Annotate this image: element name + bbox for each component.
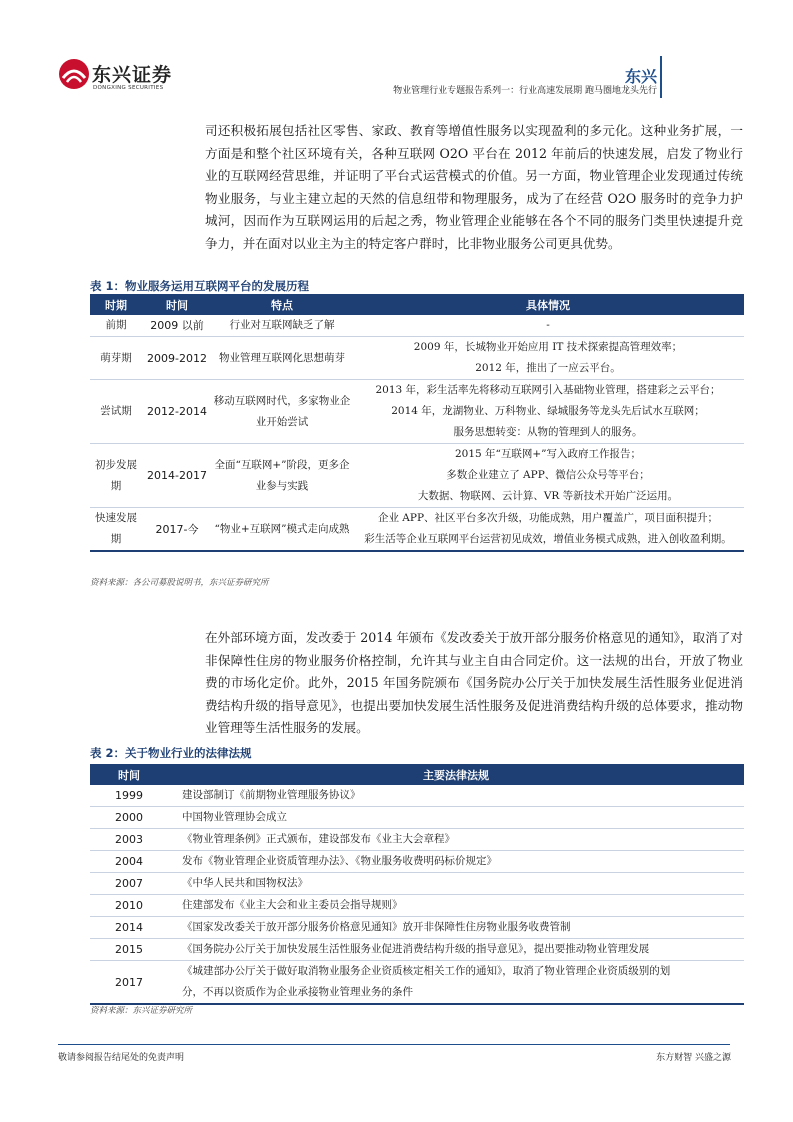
period-cell: 快速发展期 [90,508,142,552]
table1-header-time: 时间 [142,294,212,315]
table2-regulations [90,764,744,1005]
details-cell [352,315,744,337]
detail-line: 2014 年，龙湖物业、万科物业、绿城服务等龙头先后试水互联网； [391,405,705,417]
table2-header-year: 时间 [90,764,168,785]
table-row [90,895,744,917]
body-paragraph-1: 司还积极拓展包括社区零售、家政、教育等增值性服务以实现盈利的多元化。这种业务扩展，一方面是和整个社区环境有关，各种互联网 O2O 平台在 2012 年前后的快速发展，启发了物业行业的互联网经营思维，并证明了平台式运营模式的价值。另一方面，物业管理企业发现通过传统物业服务，与业主建立起的天然的信息纽带和物理服务，成为了在经营 O2O 服务时的竞争力护城河，因而作为互联网运用的后起之秀，物业管理企业能够在各个不同的服务门类里快速提升竞争力，并在面对以业主为主的特定客户群时，比非物业服务公司更具优势。 [205,123,743,251]
details-cell [352,508,744,552]
table2-caption: 表 2：关于物业行业的法律法规 [90,746,252,760]
detail-line: 多数企业建立了 APP、微信公众号等平台； [446,469,650,481]
logo-text: 东兴证券 [92,64,173,86]
table-row [90,917,744,939]
detail-line: 大数据、物联网、云计算、VR 等新技术开始广泛运用。 [417,490,679,502]
detail-line: - [546,319,550,331]
table2-source: 资料来源：东兴证券研究所 [90,1006,193,1016]
table-row [90,829,744,851]
feature-cell: 全面“互联网+”阶段，更多企业参与实践 [212,444,352,508]
table-row [90,873,744,895]
table2-header-row [90,764,744,785]
year-cell: 2004 [90,851,168,873]
law-cell: 发布《物业管理企业资质管理办法》、《物业服务收费明码标价规定》 [168,851,744,873]
law-cell: 中国物业管理协会成立 [168,807,744,829]
time-cell: 2017-今 [142,508,212,552]
year-cell: 2000 [90,807,168,829]
law-cell [168,961,744,1005]
details-cell [352,444,744,508]
law-cell: 建设部制订《前期物业管理服务协议》 [168,785,744,807]
header-divider [660,56,662,98]
feature-cell: “物业+互联网”模式走向成熟 [212,508,352,552]
year-cell: 2003 [90,829,168,851]
time-cell: 2012-2014 [142,380,212,444]
table-row [90,508,744,552]
period-cell: 初步发展期 [90,444,142,508]
report-subtitle: 物业管理行业专题报告系列一：行业高速发展期 跑马圈地龙头先行 [393,86,657,96]
logo-english-text: DONGXING SECURITIES [93,85,164,91]
footer-divider [58,1044,730,1045]
feature-cell: 行业对互联网缺乏了解 [212,315,352,337]
details-cell [352,380,744,444]
law-cell: 住建部发布《业主大会和业主委员会指导规则》 [168,895,744,917]
detail-line: 2009 年，长城物业开始应用 IT 技术探索提高管理效率； [413,341,683,353]
time-cell: 2009 以前 [142,315,212,337]
year-cell: 2017 [90,961,168,1005]
detail-line: 服务思想转变：从物的管理到人的服务。 [453,426,643,438]
table-row [90,939,744,961]
table-row [90,315,744,337]
table1-header-details: 具体情况 [352,294,744,315]
table1-header-feature: 特点 [212,294,352,315]
law-cell: 《物业管理条例》正式颁布，建设部发布《业主大会章程》 [168,829,744,851]
law-line: 《城建部办公厅关于做好取消物业服务企业资质核定相关工作的通知》，取消了物业管理企业资质级别的划 [182,965,671,977]
year-cell: 2010 [90,895,168,917]
detail-line: 企业 APP、社区平台多次升级，功能成熟，用户覆盖广，项目面积提升； [377,512,719,524]
table-row [90,380,744,444]
period-cell: 前期 [90,315,142,337]
table-row [90,851,744,873]
detail-line: 彩生活等企业互联网平台运营初见成效，增值业务模式成熟，进入创收盈利期。 [364,533,732,545]
table1-caption: 表 1：物业服务运用互联网平台的发展历程 [90,279,310,293]
law-cell: 《国务院办公厅关于加快发展生活性服务业促进消费结构升级的指导意见》，提出要推动物业管理发展 [168,939,744,961]
table1-internet-development [90,294,744,552]
details-cell [352,337,744,380]
table-row [90,807,744,829]
body-paragraph-2: 在外部环境方面，发改委于 2014 年颁布《发改委关于放开部分服务价格意见的通知》，取消了对非保障性住房的物业服务价格控制，允许其与业主自由合同定价。这一法规的出台，开放了物业费的市场化定价。此外，2015 年国务院颁布《国务院办公厅关于加快发展生活性服务业促进消费结构升级的指导意见》，也提出要加快发展生活性服务及促进消费结构升级的总体要求，推动物业管理等生活性服务的发展。 [205,630,743,735]
law-cell: 《国家发改委关于放开部分服务价格意见通知》放开非保障性住房物业服务收费管制 [168,917,744,939]
table1-header-period: 时期 [90,294,142,315]
year-cell: 2015 [90,939,168,961]
table-row [90,961,744,1005]
year-cell: 2007 [90,873,168,895]
table-row [90,444,744,508]
table1-header-row [90,294,744,315]
period-cell: 萌芽期 [90,337,142,380]
year-cell: 1999 [90,785,168,807]
year-cell: 2014 [90,917,168,939]
period-cell: 尝试期 [90,380,142,444]
law-line: 分，不再以资质作为企业承接物业管理业务的条件 [182,986,413,998]
law-cell: 《中华人民共和国物权法》 [168,873,744,895]
table1-source: 资料来源：各公司募股说明书，东兴证券研究所 [90,578,269,588]
detail-line: 2012 年，推出了一应云平台。 [475,362,621,374]
feature-cell: 物业管理互联网化思想萌芽 [212,337,352,380]
detail-line: 2015 年“互联网+”写入政府工作报告； [454,448,642,460]
brand-title: 东兴 [624,67,657,86]
table2-header-law: 主要法律法规 [168,764,744,785]
time-cell: 2014-2017 [142,444,212,508]
company-logo [58,58,188,98]
dongxing-logo-icon [58,58,90,90]
footer-disclaimer: 敬请参阅报告结尾处的免责声明 [58,1053,185,1063]
table-row [90,785,744,807]
time-cell: 2009-2012 [142,337,212,380]
detail-line: 2013 年，彩生活率先将移动互联网引入基础物业管理，搭建彩之云平台； [375,384,721,396]
table-row [90,337,744,380]
feature-cell: 移动互联网时代，多家物业企业开始尝试 [212,380,352,444]
footer-slogan: 东方财智 兴盛之源 [656,1053,731,1063]
